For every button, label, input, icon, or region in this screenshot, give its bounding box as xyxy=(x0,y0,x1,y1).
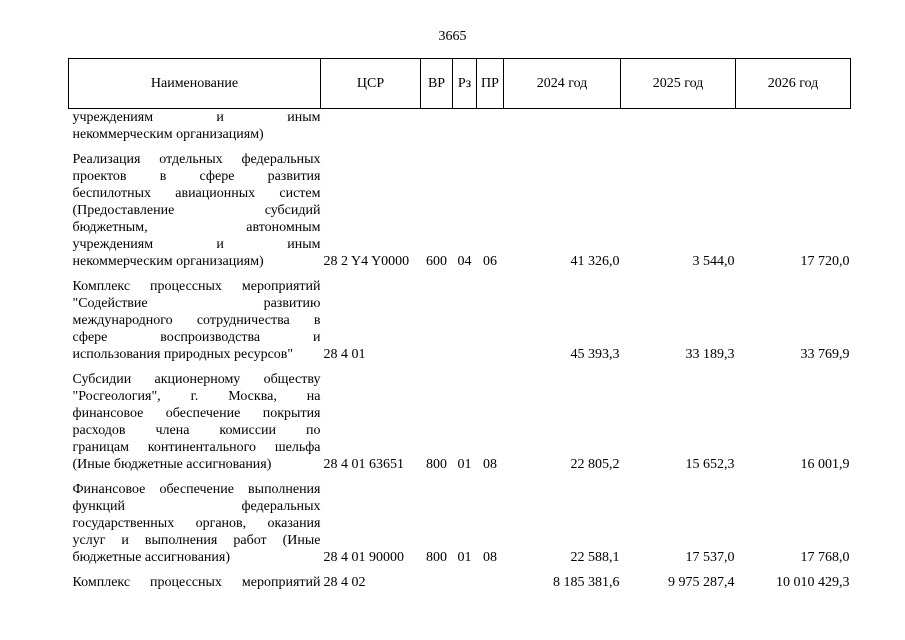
name-line: государственных органов, оказания xyxy=(72,516,321,531)
cell-rz: 01 xyxy=(457,457,472,472)
cell-2026: 17 768,0 xyxy=(800,550,850,565)
name-line: услуг и выполнения работ (Иные xyxy=(72,533,321,548)
table-row xyxy=(69,109,851,144)
cell-name xyxy=(69,473,321,566)
cell-csr: 28 4 01 90000 xyxy=(323,550,404,565)
name-line: функций федеральных xyxy=(72,499,321,514)
name-line: Финансовое обеспечение выполнения xyxy=(72,482,321,497)
table-row xyxy=(69,143,851,270)
cell-2025: 33 189,3 xyxy=(685,347,735,362)
cell-2024: 22 588,1 xyxy=(570,550,620,565)
cell-pr: 08 xyxy=(483,550,497,565)
cell-2026: 33 769,9 xyxy=(800,347,850,362)
header-2025: 2025 год xyxy=(621,59,736,109)
cell-pr xyxy=(477,109,504,144)
cell-2024: 8 185 381,6 xyxy=(553,575,620,590)
name-line: Субсидии акционерному обществу xyxy=(72,372,321,387)
table-row xyxy=(69,566,851,591)
name-line: учреждениям и иным xyxy=(72,110,321,125)
cell-2024: 45 393,3 xyxy=(570,347,620,362)
cell-2024: 41 326,0 xyxy=(570,254,620,269)
header-2026: 2026 год xyxy=(736,59,851,109)
budget-table xyxy=(68,58,851,591)
name-line: международного сотрудничества в xyxy=(72,313,321,328)
cell-pr xyxy=(477,270,504,363)
cell-csr: 28 2 Y4 Y0000 xyxy=(323,254,410,269)
name-line: Комплекс процессных мероприятий xyxy=(72,279,321,294)
name-line: некоммерческим организациям) xyxy=(72,254,264,269)
table-row xyxy=(69,473,851,566)
cell-2025: 15 652,3 xyxy=(685,457,735,472)
cell-pr xyxy=(477,566,504,591)
cell-rz xyxy=(453,566,477,591)
cell-2026: 10 010 429,3 xyxy=(776,575,850,590)
name-line: расходов члена комиссии по xyxy=(72,423,321,438)
header-csr: ЦСР xyxy=(321,59,421,109)
name-line: (Иные бюджетные ассигнования) xyxy=(72,457,272,472)
table-header-row xyxy=(69,59,851,109)
cell-rz xyxy=(453,270,477,363)
cell-pr: 08 xyxy=(483,457,497,472)
name-line: Комплекс процессных мероприятий xyxy=(72,575,321,590)
cell-vr: 600 xyxy=(426,254,447,269)
name-line: сфере воспроизводства и xyxy=(72,330,321,345)
cell-rz: 01 xyxy=(457,550,472,565)
header-name: Наименование xyxy=(69,59,321,109)
cell-name xyxy=(69,566,321,591)
cell-vr: 800 xyxy=(426,550,447,565)
cell-csr xyxy=(321,109,421,144)
name-line: финансовое обеспечение покрытия xyxy=(72,406,321,421)
table-row xyxy=(69,363,851,473)
header-vr: ВР xyxy=(421,59,453,109)
cell-2025 xyxy=(621,109,736,144)
cell-2025: 9 975 287,4 xyxy=(668,575,735,590)
name-line: проектов в сфере развития xyxy=(72,169,321,184)
name-line: границам континентального шельфа xyxy=(72,440,321,455)
name-line: использования природных ресурсов" xyxy=(72,347,294,362)
cell-2026 xyxy=(736,109,851,144)
name-line: "Росгеология", г. Москва, на xyxy=(72,389,321,404)
cell-vr: 800 xyxy=(426,457,447,472)
cell-2024 xyxy=(504,109,621,144)
name-line: некоммерческим организациям) xyxy=(72,127,264,142)
cell-name xyxy=(69,143,321,270)
cell-csr: 28 4 02 xyxy=(323,575,366,590)
name-line: бюджетным, автономным xyxy=(72,220,321,235)
page-number: 3665 xyxy=(438,29,467,44)
cell-2025: 3 544,0 xyxy=(692,254,735,269)
name-line: беспилотных авиационных систем xyxy=(72,186,321,201)
cell-2025: 17 537,0 xyxy=(685,550,735,565)
name-line: (Предоставление субсидий xyxy=(72,203,321,218)
cell-name xyxy=(69,270,321,363)
cell-vr xyxy=(421,566,453,591)
cell-vr xyxy=(421,109,453,144)
cell-name xyxy=(69,109,321,144)
name-line: Реализация отдельных федеральных xyxy=(72,152,321,167)
name-line: бюджетные ассигнования) xyxy=(72,550,231,565)
header-2024: 2024 год xyxy=(504,59,621,109)
cell-2026: 17 720,0 xyxy=(800,254,850,269)
cell-rz: 04 xyxy=(457,254,472,269)
cell-pr: 06 xyxy=(483,254,497,269)
header-pr: ПР xyxy=(477,59,504,109)
cell-2024: 22 805,2 xyxy=(570,457,620,472)
table-row xyxy=(69,270,851,363)
name-line: "Содействие развитию xyxy=(72,296,321,311)
cell-csr: 28 4 01 xyxy=(323,347,366,362)
name-line: учреждениям и иным xyxy=(72,237,321,252)
cell-csr: 28 4 01 63651 xyxy=(323,457,404,472)
cell-name xyxy=(69,363,321,473)
cell-rz xyxy=(453,109,477,144)
header-rz: Рз xyxy=(453,59,477,109)
cell-vr xyxy=(421,270,453,363)
cell-2026: 16 001,9 xyxy=(800,457,850,472)
